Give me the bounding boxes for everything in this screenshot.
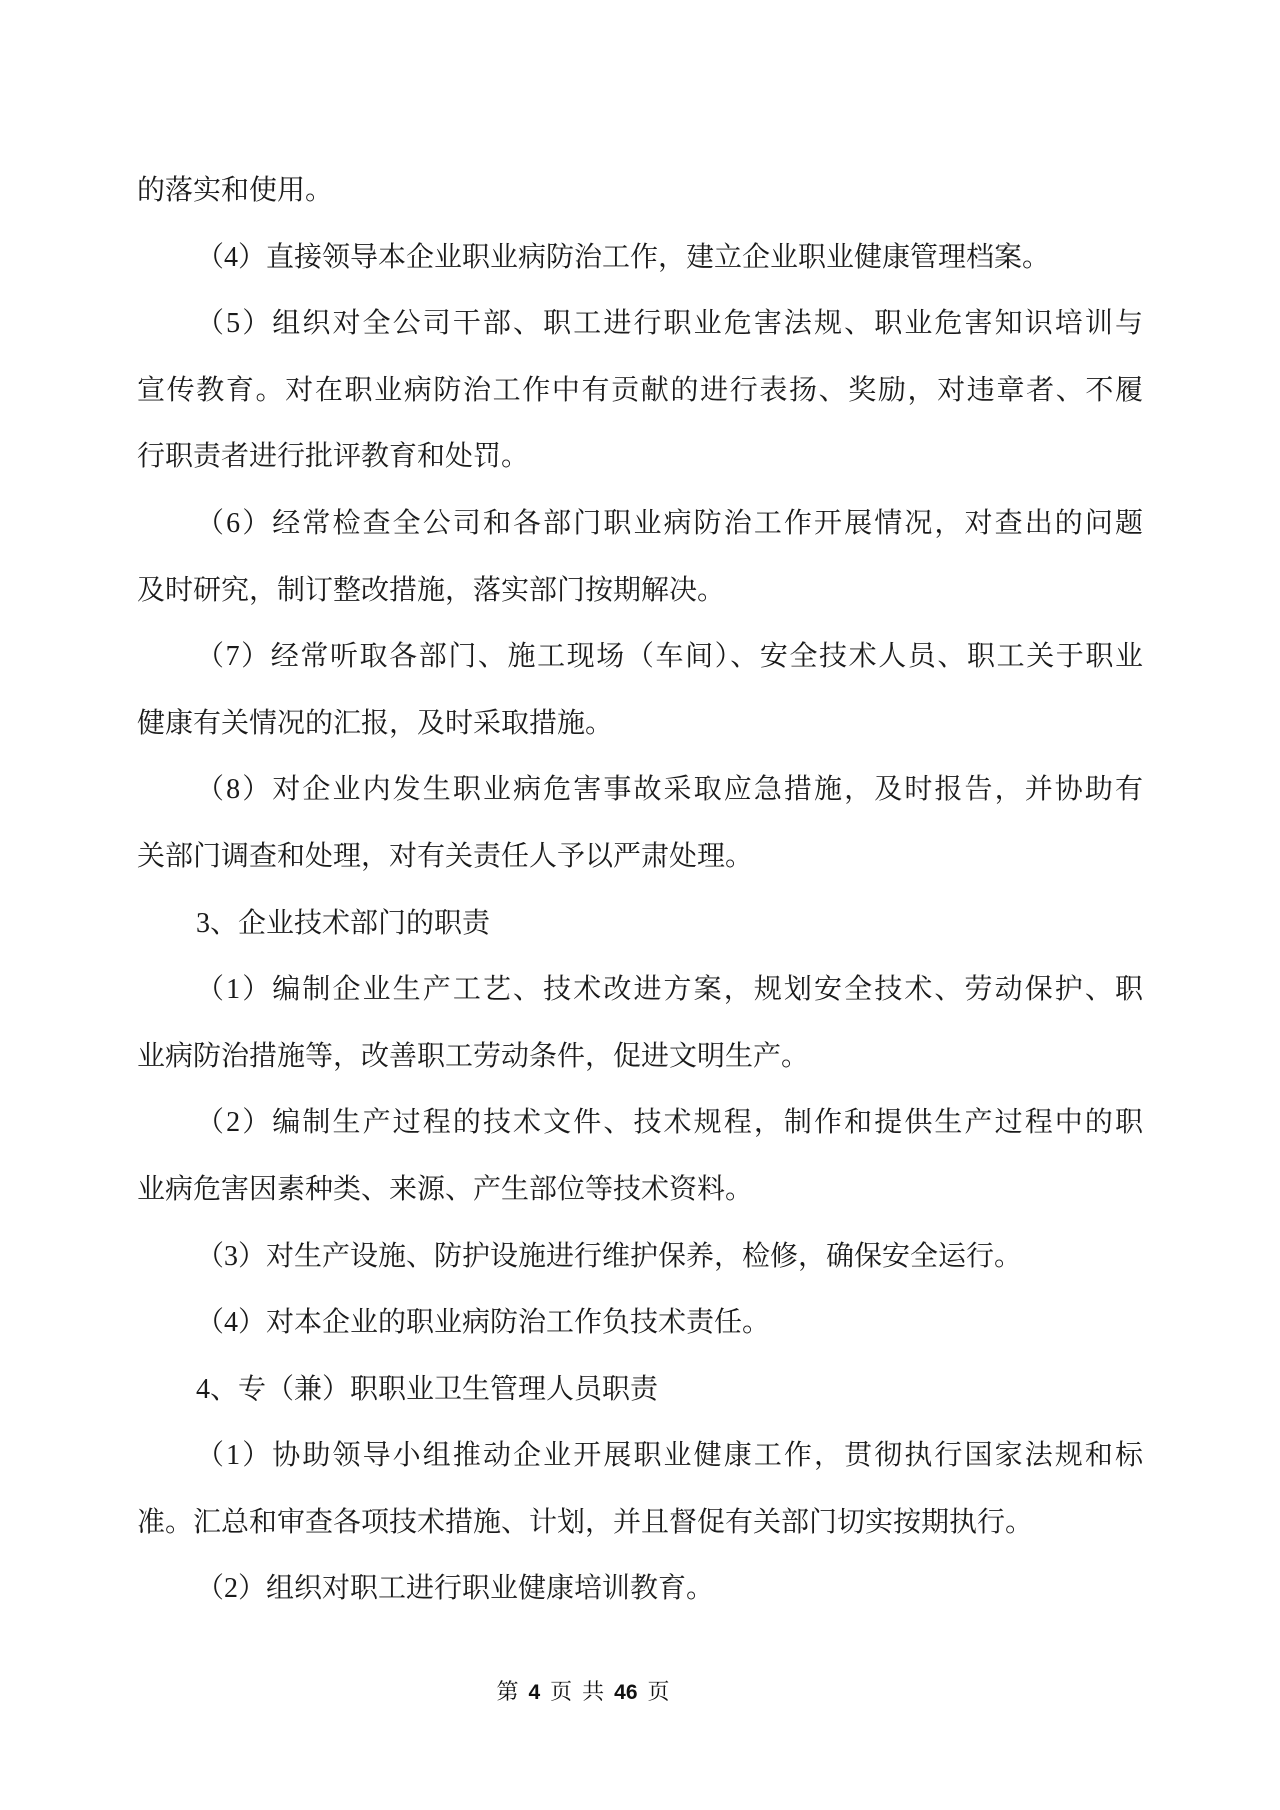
text-line: （2）编制生产过程的技术文件、技术规程，制作和提供生产过程中的职: [196, 1107, 1143, 1139]
text-line: （4）对本企业的职业病防治工作负技术责任。: [196, 1307, 771, 1339]
text-line: （5）组织对全公司干部、职工进行职业危害法规、职业危害知识培训与: [196, 308, 1143, 340]
text-line: 行职责者进行批评教育和处罚。: [137, 441, 530, 473]
text-line: 的落实和使用。: [137, 175, 334, 206]
section-heading-line: 3、企业技术部门的职责: [196, 907, 491, 939]
document-body-text: [137, 158, 1143, 1623]
text-line: （6）经常检查全公司和各部门职业病防治工作开展情况，对查出的问题: [196, 507, 1143, 539]
text-line: 业病危害因素种类、来源、产生部位等技术资料。: [137, 1173, 754, 1205]
text-line: （1）编制企业生产工艺、技术改进方案，规划安全技术、劳动保护、职: [196, 974, 1143, 1006]
section-heading-line: 4、专（兼）职职业卫生管理人员职责: [196, 1373, 659, 1405]
footer-label: 页: [550, 1679, 573, 1704]
page-footer: [496, 1677, 669, 1708]
footer-label: 第: [496, 1679, 519, 1704]
page-total: 46: [614, 1681, 638, 1704]
text-line: 宣传教育。对在职业病防治工作中有贡献的进行表扬、奖励，对违章者、不履: [137, 374, 1143, 406]
text-line: （7）经常听取各部门、施工现场（车间）、安全技术人员、职工关于职业: [196, 641, 1143, 673]
text-line: 业病防治措施等，改善职工劳动条件，促进文明生产。: [137, 1040, 810, 1072]
text-line: 关部门调查和处理，对有关责任人予以严肃处理。: [137, 840, 754, 872]
text-line: （1）协助领导小组推动企业开展职业健康工作，贯彻执行国家法规和标: [196, 1440, 1143, 1472]
footer-label: 共: [582, 1679, 605, 1704]
text-line: （2）组织对职工进行职业健康培训教育。: [196, 1573, 715, 1605]
text-line: （3）对生产设施、防护设施进行维护保养，检修，确保安全运行。: [196, 1240, 1023, 1272]
page-number: 4: [528, 1681, 541, 1704]
text-line: 健康有关情况的汇报，及时采取措施。: [137, 707, 614, 739]
text-line: （4）直接领导本企业职业病防治工作，建立企业职业健康管理档案。: [196, 241, 1051, 273]
footer-label: 页: [647, 1679, 670, 1704]
text-line: 准。汇总和审查各项技术措施、计划，并且督促有关部门切实按期执行。: [137, 1506, 1034, 1538]
text-line: （8）对企业内发生职业病危害事故采取应急措施，及时报告，并协助有: [196, 774, 1143, 806]
text-line: 及时研究，制订整改措施，落实部门按期解决。: [137, 574, 726, 606]
